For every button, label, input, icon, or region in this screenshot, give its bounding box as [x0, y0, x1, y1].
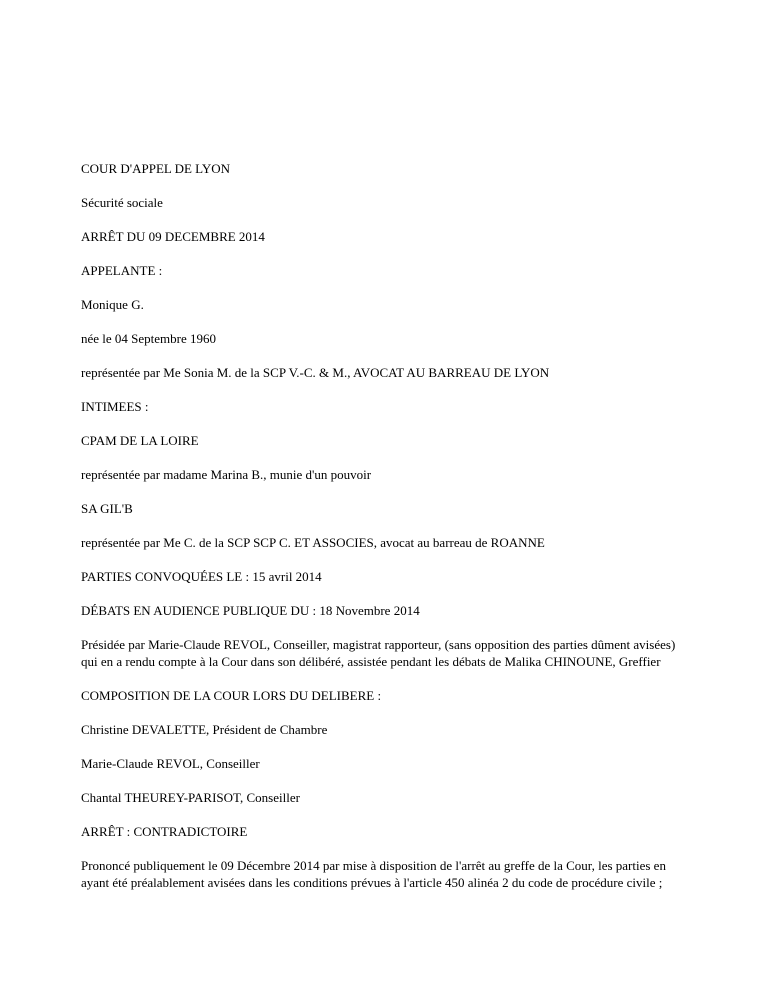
pronouncement-paragraph: Prononcé publiquement le 09 Décembre 2014 par mise à disposition de l'arrêt au greffe de la Cour, les parties en ayant été préalablement avisées dans les conditions prévues à l'article 450 alinéa 2 du code de procédure civile ; — [81, 858, 666, 890]
respondent-1-name: CPAM DE LA LOIRE — [81, 433, 199, 448]
composition-heading: COMPOSITION DE LA COUR LORS DU DELIBERE : — [81, 688, 382, 703]
composition-member-3: Chantal THEUREY-PARISOT, Conseiller — [81, 790, 300, 805]
appellant-birth: née le 04 Septembre 1960 — [81, 331, 217, 346]
respondent-1-representation: représentée par madame Marina B., munie d'un pouvoir — [81, 467, 372, 482]
respondent-2-name: SA GIL'B — [81, 501, 133, 516]
summons-date: PARTIES CONVOQUÉES LE : 15 avril 2014 — [81, 569, 322, 584]
presiding-paragraph: Présidée par Marie-Claude REVOL, Conseiller, magistrat rapporteur, (sans opposition des parties dûment avisées) qui en a rendu compte à la Cour dans son délibéré, assistée pendant les débats de Malika CHINOUNE, Greffier — [81, 637, 676, 669]
judgment-type: ARRÊT : CONTRADICTOIRE — [81, 824, 248, 839]
hearing-date: DÉBATS EN AUDIENCE PUBLIQUE DU : 18 Novembre 2014 — [81, 603, 420, 618]
chamber: Sécurité sociale — [81, 195, 163, 210]
respondents-heading: INTIMEES : — [81, 399, 149, 414]
composition-member-2: Marie-Claude REVOL, Conseiller — [81, 756, 260, 771]
document-body — [81, 160, 691, 908]
appellant-heading: APPELANTE : — [81, 263, 163, 278]
respondent-2-representation: représentée par Me C. de la SCP SCP C. ET ASSOCIES, avocat au barreau de ROANNE — [81, 535, 545, 550]
appellant-representation: représentée par Me Sonia M. de la SCP V.-C. & M., AVOCAT AU BARREAU DE LYON — [81, 365, 550, 380]
judgment-date: ARRÊT DU 09 DECEMBRE 2014 — [81, 229, 265, 244]
composition-member-1: Christine DEVALETTE, Président de Chambre — [81, 722, 328, 737]
court-name: COUR D'APPEL DE LYON — [81, 161, 230, 176]
appellant-name: Monique G. — [81, 297, 144, 312]
